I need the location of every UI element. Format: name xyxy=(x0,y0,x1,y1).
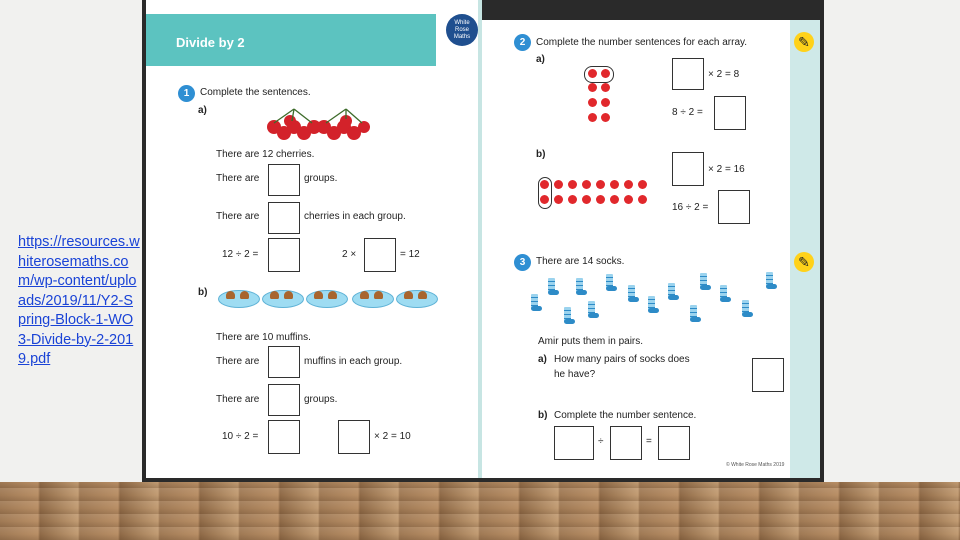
muffin-plate-4 xyxy=(352,290,394,308)
q1-b-equation-1: 10 ÷ 2 = xyxy=(222,431,259,442)
q3-amir-statement: Amir puts them in pairs. xyxy=(538,336,644,347)
q1-a-equation-2-pre: 2 × xyxy=(342,249,357,260)
array-dot xyxy=(588,83,597,92)
q1-a-eq2-answer-box[interactable] xyxy=(364,238,396,272)
q2-prompt: Complete the number sentences for each array. xyxy=(536,37,748,48)
worksheet-screenshot xyxy=(142,0,824,482)
q3-a-question-line-2: he have? xyxy=(554,369,596,380)
worksheet-right-page xyxy=(482,20,790,478)
array-dot xyxy=(624,195,633,204)
q1-a-equation-1: 12 ÷ 2 = xyxy=(222,249,259,260)
sock-icon xyxy=(668,283,675,298)
q3-b-label: b) xyxy=(538,410,548,421)
muffin-icon xyxy=(226,291,235,299)
logo-word-2: Rose xyxy=(454,27,469,33)
q2-a-equation-2: 8 ÷ 2 = xyxy=(672,107,703,118)
q1-a-equation-2-post: = 12 xyxy=(400,249,420,260)
q1-a-each-answer-box[interactable] xyxy=(268,202,300,234)
muffin-plate-3 xyxy=(306,290,348,308)
q1-a-cherries-statement: There are 12 cherries. xyxy=(216,149,315,160)
q1-b-groups-post: groups. xyxy=(304,394,338,405)
muffin-icon xyxy=(374,291,383,299)
q1-b-groups-pre: There are xyxy=(216,394,260,405)
sock-icon xyxy=(564,307,571,322)
array-dot xyxy=(601,69,610,78)
q2-a-equation-1: × 2 = 8 xyxy=(708,69,740,80)
copyright-footer: © White Rose Maths 2019 xyxy=(726,462,785,468)
muffin-icon xyxy=(284,291,293,299)
array-dot xyxy=(638,180,647,189)
sock-icon xyxy=(576,278,583,293)
muffin-plate-5 xyxy=(396,290,438,308)
q2-b-label: b) xyxy=(536,149,546,160)
muffin-icon xyxy=(240,291,249,299)
q3-prompt: There are 14 socks. xyxy=(536,256,625,267)
array-dot xyxy=(582,180,591,189)
q1-prompt: Complete the sentences. xyxy=(200,87,311,98)
q1-b-label: b) xyxy=(198,287,208,298)
logo-word-3: Maths xyxy=(453,34,471,40)
array-dot xyxy=(610,195,619,204)
array-dot xyxy=(588,113,597,122)
sock-icon xyxy=(531,294,538,309)
q3-a-question-line-1: How many pairs of socks does xyxy=(554,354,690,365)
q3-a-label: a) xyxy=(538,354,547,365)
array-dot xyxy=(582,195,591,204)
q2-a-eq1-answer-box[interactable] xyxy=(672,58,704,90)
page-title: Divide by 2 xyxy=(176,35,245,50)
q3-b-divide-sign: ÷ xyxy=(598,436,604,447)
sock-icon xyxy=(648,296,655,311)
q1-b-groups-answer-box[interactable] xyxy=(268,384,300,416)
q1-a-each-post: cherries in each group. xyxy=(304,211,406,222)
q1-a-groups-pre: There are xyxy=(216,173,260,184)
q2-a-eq2-answer-box[interactable] xyxy=(714,96,746,130)
q2-b-eq1-answer-box[interactable] xyxy=(672,152,704,186)
array-dot xyxy=(540,195,549,204)
title-banner xyxy=(146,14,436,66)
sock-icon xyxy=(766,272,773,287)
q1-a-groups-post: groups. xyxy=(304,173,338,184)
sock-icon xyxy=(588,301,595,316)
logo-word-1: White xyxy=(454,20,470,26)
q1-b-each-answer-box[interactable] xyxy=(268,346,300,378)
q1-a-eq1-answer-box[interactable] xyxy=(268,238,300,272)
q1-b-each-pre: There are xyxy=(216,356,260,367)
array-dot xyxy=(601,83,610,92)
q1-b-muffins-statement: There are 10 muffins. xyxy=(216,332,311,343)
sock-icon xyxy=(742,300,749,315)
q3-b-divisor-box[interactable] xyxy=(610,426,642,460)
array-dot xyxy=(596,195,605,204)
array-dot xyxy=(554,195,563,204)
muffin-plate-2 xyxy=(262,290,304,308)
q2-a-label: a) xyxy=(536,54,545,65)
array-dot xyxy=(601,98,610,107)
array-dot xyxy=(638,195,647,204)
q3-b-result-box[interactable] xyxy=(658,426,690,460)
right-margin-strip xyxy=(790,20,820,478)
muffin-icon xyxy=(418,291,427,299)
q3-b-equals-sign: = xyxy=(646,436,652,447)
worksheet-left-page xyxy=(146,0,478,478)
question-2-number: 2 xyxy=(514,34,531,51)
q1-a-label: a) xyxy=(198,105,207,116)
sock-icon xyxy=(606,274,613,289)
array-dot xyxy=(588,69,597,78)
q2-b-equation-2: 16 ÷ 2 = xyxy=(672,202,709,213)
array-dot xyxy=(568,195,577,204)
array-dot xyxy=(596,180,605,189)
cherry-icon xyxy=(262,105,372,145)
q1-b-equation-2-post: × 2 = 10 xyxy=(374,431,411,442)
white-rose-logo xyxy=(446,14,478,46)
array-dot xyxy=(601,113,610,122)
array-dot xyxy=(610,180,619,189)
muffin-plate-1 xyxy=(218,290,260,308)
q3-a-answer-box[interactable] xyxy=(752,358,784,392)
sock-icon xyxy=(628,285,635,300)
array-dot xyxy=(624,180,633,189)
q2-b-eq2-answer-box[interactable] xyxy=(718,190,750,224)
q1-a-groups-answer-box[interactable] xyxy=(268,164,300,196)
array-dot xyxy=(540,180,549,189)
muffin-icon xyxy=(270,291,279,299)
q3-b-question: Complete the number sentence. xyxy=(554,410,697,421)
sock-icon xyxy=(548,278,555,293)
q3-b-dividend-box[interactable] xyxy=(554,426,594,460)
sock-icon xyxy=(720,285,727,300)
source-link[interactable]: https://resources.whiterosemaths.com/wp-content/uploads/2019/11/Y2-Spring-Block-1-WO3-Divide-by-2-2019.pdf xyxy=(18,234,140,367)
muffin-icon xyxy=(404,291,413,299)
array-dot xyxy=(554,180,563,189)
wooden-floor-background xyxy=(0,482,960,540)
q1-a-each-pre: There are xyxy=(216,211,260,222)
pencil-icon: ✎ xyxy=(794,252,814,272)
muffin-icon xyxy=(314,291,323,299)
pencil-icon: ✎ xyxy=(794,32,814,52)
q2-b-equation-1: × 2 = 16 xyxy=(708,164,745,175)
question-3-number: 3 xyxy=(514,254,531,271)
q1-b-each-post: muffins in each group. xyxy=(304,356,403,367)
sock-icon xyxy=(690,305,697,320)
muffin-icon xyxy=(360,291,369,299)
muffin-icon xyxy=(328,291,337,299)
sock-icon xyxy=(700,273,707,288)
q1-b-eq2-answer-box[interactable] xyxy=(338,420,370,454)
question-1-number: 1 xyxy=(178,85,195,102)
array-dot xyxy=(568,180,577,189)
q1-b-eq1-answer-box[interactable] xyxy=(268,420,300,454)
array-dot xyxy=(588,98,597,107)
